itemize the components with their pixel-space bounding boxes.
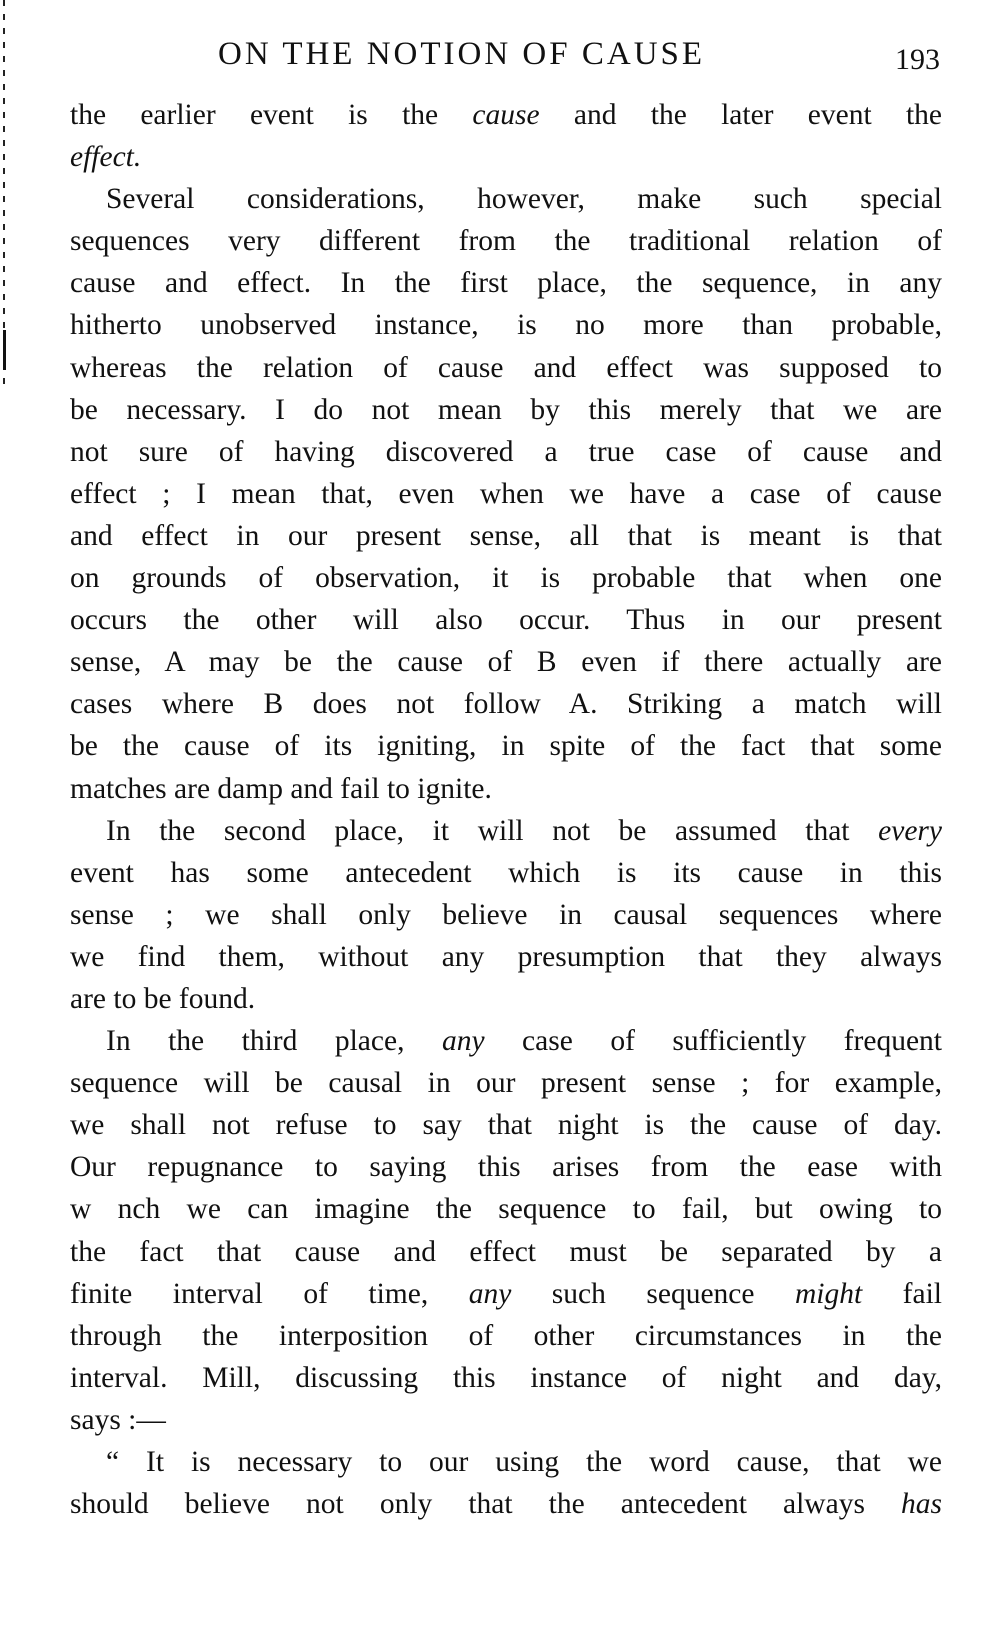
text-run: should believe not only that the antecedent always xyxy=(70,1488,902,1521)
italic-run: cause xyxy=(472,99,540,131)
text-run: we find them, without any presumption that they always xyxy=(70,940,942,973)
text-run: we shall not refuse to say that night is the cause of day. xyxy=(70,1109,942,1142)
text-line xyxy=(70,1146,942,1188)
text-line xyxy=(70,220,942,262)
text-line xyxy=(70,94,942,136)
text-run: Our repugnance to saying this arises from the ease with xyxy=(70,1151,942,1184)
italic-run: any xyxy=(441,1025,485,1058)
text-run: hitherto unobserved instance, is no more than probable, xyxy=(70,309,942,342)
text-line xyxy=(70,304,942,346)
text-run: fail xyxy=(862,1277,942,1310)
text-line xyxy=(70,1273,942,1315)
text-run: and the later event the xyxy=(539,99,942,131)
text-run: w nch we can imagine the sequence to fail, but owing to xyxy=(70,1193,942,1226)
text-line xyxy=(70,1062,942,1104)
text-line xyxy=(70,515,942,557)
text-line xyxy=(70,768,942,810)
text-run: occurs the other will also occur. Thus in our present xyxy=(70,604,942,637)
text-line xyxy=(70,641,942,683)
text-run: In the third place, xyxy=(106,1025,442,1058)
body-text xyxy=(70,94,942,1525)
italic-run: has xyxy=(901,1488,942,1521)
text-run: the fact that cause and effect must be separated by a xyxy=(70,1235,942,1268)
text-run: the earlier event is the xyxy=(70,99,473,131)
text-line xyxy=(70,599,942,641)
text-run: be the cause of its igniting, in spite of the fact that some xyxy=(70,730,942,763)
text-run: interval. Mill, discussing this instance of night and day, xyxy=(70,1361,942,1394)
text-run: Several considerations, however, make such special xyxy=(106,183,942,216)
page-number: 193 xyxy=(895,43,940,76)
text-line xyxy=(70,1231,942,1273)
italic-run: any xyxy=(468,1277,512,1310)
italic-run: every xyxy=(878,814,942,847)
text-run: effect ; I mean that, even when we have a case of cause xyxy=(70,477,942,510)
text-run: sequences very different from the traditional relation of xyxy=(70,225,942,258)
text-line xyxy=(70,389,942,431)
text-line xyxy=(70,431,942,473)
text-run: says :— xyxy=(70,1403,166,1436)
text-run: In the second place, it will not be assumed that xyxy=(106,814,879,847)
text-line xyxy=(70,725,942,767)
text-line xyxy=(70,1483,942,1525)
text-run: event has some antecedent which is its cause in this xyxy=(70,856,942,889)
text-run: be necessary. I do not mean by this merely that we are xyxy=(70,393,942,426)
text-line xyxy=(70,894,942,936)
running-title: ON THE NOTION OF CAUSE xyxy=(218,36,706,72)
text-run: through the interposition of other circumstances in the xyxy=(70,1319,942,1352)
text-run: are to be found. xyxy=(70,982,256,1015)
text-run: whereas the relation of cause and effect was supposed to xyxy=(70,351,942,384)
running-head xyxy=(70,32,940,76)
text-line xyxy=(70,1399,942,1441)
text-run: cause and effect. In the first place, the sequence, in any xyxy=(70,267,942,300)
text-line xyxy=(70,136,942,178)
text-line xyxy=(70,1188,942,1230)
text-run: and effect in our present sense, all that is meant is that xyxy=(70,519,942,552)
text-line xyxy=(70,347,942,389)
text-run: sense ; we shall only believe in causal sequences where xyxy=(70,898,942,931)
italic-run: might xyxy=(794,1277,863,1310)
text-run: not sure of having discovered a true case of cause and xyxy=(70,435,942,468)
text-run: matches are damp and fail to ignite. xyxy=(70,772,492,805)
text-run: “ It is necessary to our using the word cause, that we xyxy=(106,1446,942,1478)
text-line xyxy=(70,1104,942,1146)
text-line xyxy=(70,178,942,220)
text-line xyxy=(70,1020,942,1062)
text-line xyxy=(70,1357,942,1399)
text-run: finite interval of time, xyxy=(70,1277,469,1310)
text-run: sense, A may be the cause of B even if there actually are xyxy=(70,646,942,679)
text-line xyxy=(70,557,942,599)
text-line xyxy=(70,262,942,304)
scan-edge-mark xyxy=(3,330,6,370)
text-line xyxy=(70,978,942,1020)
text-line xyxy=(70,936,942,978)
text-line xyxy=(70,473,942,515)
text-line xyxy=(70,1315,942,1357)
text-line xyxy=(70,1441,942,1483)
text-run: cases where B does not follow A. Striking a match will xyxy=(70,688,942,721)
text-run: such sequence xyxy=(511,1277,795,1310)
text-line xyxy=(70,810,942,852)
text-run: on grounds of observation, it is probable that when one xyxy=(70,562,942,595)
text-line xyxy=(70,683,942,725)
text-run: sequence will be causal in our present sense ; for example, xyxy=(70,1067,942,1100)
text-line xyxy=(70,852,942,894)
italic-run: effect. xyxy=(70,141,142,174)
text-run: case of sufficiently frequent xyxy=(484,1025,942,1058)
